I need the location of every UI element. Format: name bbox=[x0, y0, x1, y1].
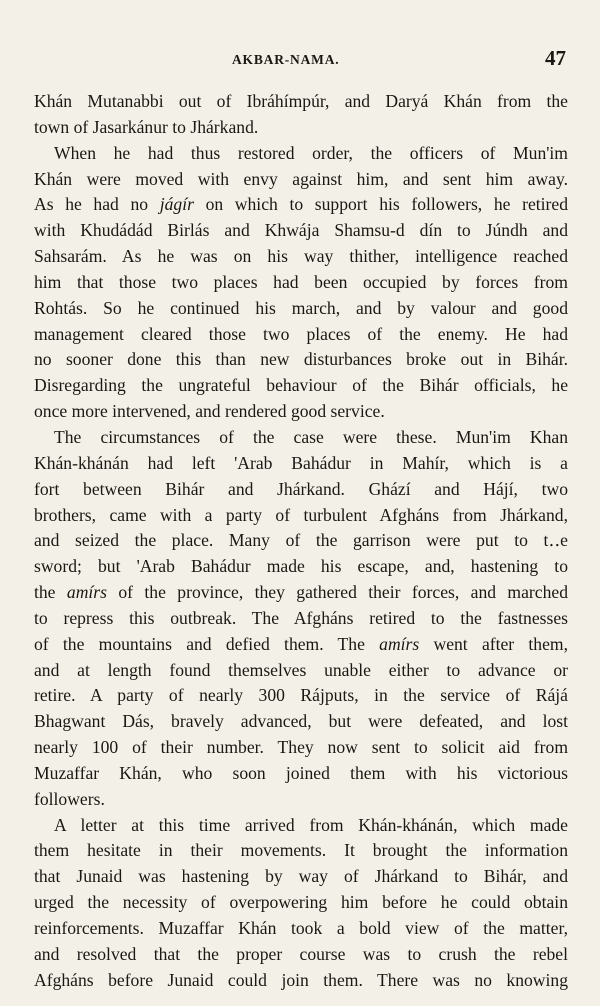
text-line: him that those two places had been occupied by forces from bbox=[34, 271, 568, 292]
page-number: 47 bbox=[545, 46, 566, 70]
text-line: A letter at this time arrived from Khán-khánán, which made bbox=[54, 814, 568, 835]
text-line: fort between Bihár and Jhárkand. Ghází and Hájí, two bbox=[34, 478, 568, 499]
text-line: and at length found themselves unable either to advance or bbox=[34, 659, 568, 680]
text-line: brothers, came with a party of turbulent Afgháns from Jhárkand, bbox=[34, 504, 568, 525]
text-line: of the mountains and defied them. The amírs went after them, bbox=[34, 633, 568, 654]
text-line: to repress this outbreak. The Afgháns retired to the fastnesses bbox=[34, 607, 568, 628]
text-line: town of Jasarkánur to Jhárkand. bbox=[34, 116, 259, 137]
text-line: sword; but 'Arab Bahádur made his escape, and, hastening to bbox=[34, 556, 568, 577]
text-line: retire. A party of nearly 300 Rájputs, in the service of Rájá bbox=[34, 685, 568, 706]
text-line: reinforcements. Muzaffar Khán took a bold view of the matter, bbox=[34, 918, 568, 938]
text-line: When he had thus restored order, the officers of Mun'im bbox=[54, 142, 568, 163]
text-line: Khán-khánán had left 'Arab Bahádur in Mahír, which is a bbox=[34, 452, 568, 473]
text-line: the amírs of the province, they gathered their forces, and marched bbox=[34, 582, 568, 603]
text-line: Sahsarám. As he was on his way thither, intelligence reached bbox=[34, 246, 568, 267]
text-line: with Khudádád Birlás and Khwája Shamsu-d dín to Júndh and bbox=[34, 220, 568, 241]
text-line: nearly 100 of their number. They now sent to solicit aid from bbox=[34, 737, 568, 758]
text-line: management cleared those two places of the enemy. He had bbox=[34, 323, 568, 344]
text-line: Afgháns before Junaid could join them. There was no knowing bbox=[34, 969, 568, 990]
body-text bbox=[34, 89, 568, 994]
text-line: Disregarding the ungrateful behaviour of the Bihár officials, he bbox=[34, 375, 568, 396]
text-line: Muzaffar Khán, who soon joined them with his victorious bbox=[34, 762, 568, 783]
text-line: them hesitate in their movements. It brought the information bbox=[34, 840, 568, 861]
text-line: The circumstances of the case were these. Mun'im Khan bbox=[54, 426, 568, 447]
running-head bbox=[0, 44, 600, 72]
text-line: followers. bbox=[34, 788, 105, 809]
text-line: and resolved that the proper course was to crush the rebel bbox=[34, 943, 568, 964]
running-title: AKBAR-NAMA. bbox=[232, 52, 340, 67]
text-line: no sooner done this than new disturbances broke out in Bihár. bbox=[34, 349, 568, 370]
text-line: that Junaid was hastening by way of Jhárkand to Bihár, and bbox=[34, 866, 568, 887]
text-line: Bhagwant Dás, bravely advanced, but were defeated, and lost bbox=[34, 711, 568, 732]
text-line: and seized the place. Many of the garrison were put to t‥e bbox=[34, 530, 568, 551]
text-line: once more intervened, and rendered good service. bbox=[34, 401, 385, 422]
text-line: Khán Mutanabbi out of Ibráhímpúr, and Daryá Khán from the bbox=[34, 91, 568, 111]
text-line: Khán were moved with envy against him, and sent him away. bbox=[34, 168, 568, 189]
text-line: As he had no jágír on which to support his followers, he retired bbox=[34, 194, 569, 215]
text-line: Rohtás. So he continued his march, and by valour and good bbox=[34, 297, 568, 318]
text-line: urged the necessity of overpowering him before he could obtain bbox=[34, 892, 568, 913]
